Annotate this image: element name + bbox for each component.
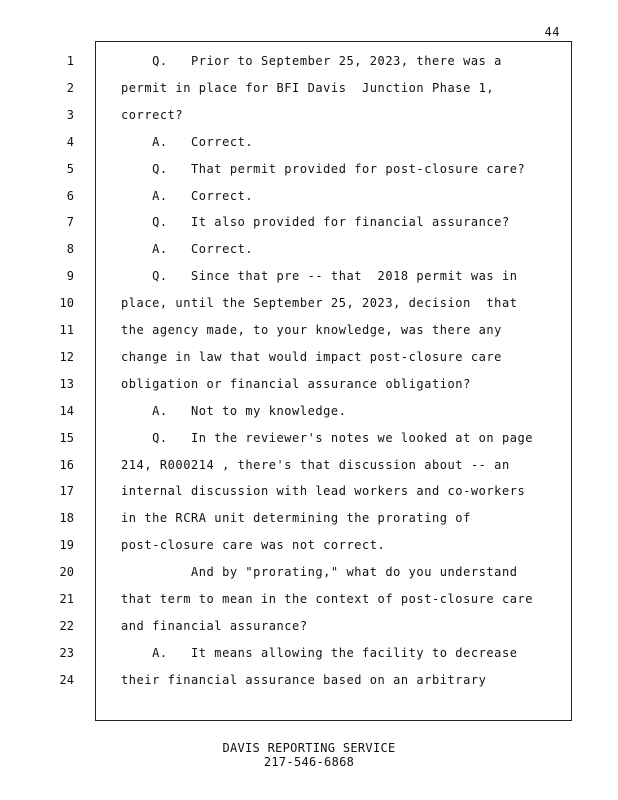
line-number: 2 <box>66 80 74 95</box>
transcript-line <box>0 508 618 528</box>
transcript-line <box>0 589 618 609</box>
line-number: 14 <box>59 403 74 418</box>
line-text: Q. Since that pre -- that 2018 permit was in <box>121 269 518 284</box>
line-number: 7 <box>66 215 74 230</box>
line-number: 4 <box>66 134 74 149</box>
line-number: 8 <box>66 242 74 257</box>
transcript-line <box>0 293 618 313</box>
line-text: A. It means allowing the facility to decrease <box>121 645 518 660</box>
line-number: 6 <box>66 188 74 203</box>
transcript-line <box>0 159 618 179</box>
line-text: A. Correct. <box>121 188 254 203</box>
line-text: 214, R000214 , there's that discussion about -- an <box>121 457 510 472</box>
transcript-line <box>0 374 618 394</box>
line-text: obligation or financial assurance obligation? <box>121 376 471 391</box>
line-number: 3 <box>66 107 74 122</box>
transcript-line <box>0 78 618 98</box>
line-number: 22 <box>59 618 74 633</box>
footer-company: DAVIS REPORTING SERVICE <box>222 741 396 755</box>
line-text: Q. Prior to September 25, 2023, there was a <box>121 54 502 68</box>
line-text: in the RCRA unit determining the prorating of <box>121 511 471 526</box>
line-text: Q. It also provided for financial assurance? <box>121 215 510 230</box>
line-number: 10 <box>59 296 74 311</box>
line-number: 13 <box>59 376 74 391</box>
line-number: 23 <box>59 645 74 660</box>
transcript-line <box>0 266 618 286</box>
transcript-line <box>0 401 618 421</box>
line-number: 9 <box>66 269 74 284</box>
line-number: 11 <box>59 323 74 337</box>
line-text: internal discussion with lead workers and co-workers <box>121 484 526 499</box>
footer-phone: 217-546-6868 <box>263 755 355 769</box>
line-number: 18 <box>59 511 74 526</box>
transcript-line <box>0 643 618 663</box>
transcript-line <box>0 562 618 582</box>
line-text: change in law that would impact post-closure care <box>121 349 502 364</box>
transcript-line <box>0 186 618 206</box>
line-number: 15 <box>59 430 74 445</box>
line-text: place, until the September 25, 2023, decision that <box>121 296 518 311</box>
transcript-line <box>0 670 618 690</box>
transcript-line <box>0 51 618 71</box>
transcript-line <box>0 347 618 367</box>
line-text: permit in place for BFI Davis Junction Phase 1, <box>121 80 495 95</box>
line-text: And by "prorating," what do you understand <box>121 565 518 580</box>
transcript-line <box>0 132 618 152</box>
page-number: 44 <box>544 25 560 39</box>
line-text: A. Correct. <box>121 134 254 149</box>
line-text: A. Not to my knowledge. <box>121 403 347 418</box>
transcript-line <box>0 535 618 555</box>
line-number: 16 <box>59 457 74 472</box>
line-text: correct? <box>121 107 184 122</box>
line-number: 20 <box>59 565 74 580</box>
transcript-line <box>0 616 618 636</box>
line-text: the agency made, to your knowledge, was there any <box>121 323 502 337</box>
line-text: that term to mean in the context of post-closure care <box>121 592 534 606</box>
line-text: Q. That permit provided for post-closure care? <box>121 161 526 176</box>
line-number: 24 <box>59 672 74 687</box>
line-text: post-closure care was not correct. <box>121 538 386 553</box>
line-number: 12 <box>59 349 74 364</box>
transcript-line <box>0 320 618 340</box>
line-number: 5 <box>66 161 74 176</box>
line-text: and financial assurance? <box>121 618 308 633</box>
line-number: 17 <box>59 484 74 499</box>
transcript-line <box>0 212 618 232</box>
line-number: 21 <box>59 592 74 606</box>
transcript-line <box>0 105 618 125</box>
line-text: A. Correct. <box>121 242 254 257</box>
transcript-line <box>0 428 618 448</box>
line-text: Q. In the reviewer's notes we looked at on page <box>121 430 534 445</box>
transcript-line <box>0 455 618 475</box>
line-text: their financial assurance based on an arbitrary <box>121 672 487 687</box>
transcript-line <box>0 239 618 259</box>
line-number: 1 <box>66 54 74 68</box>
line-number: 19 <box>59 538 74 553</box>
transcript-line <box>0 481 618 501</box>
